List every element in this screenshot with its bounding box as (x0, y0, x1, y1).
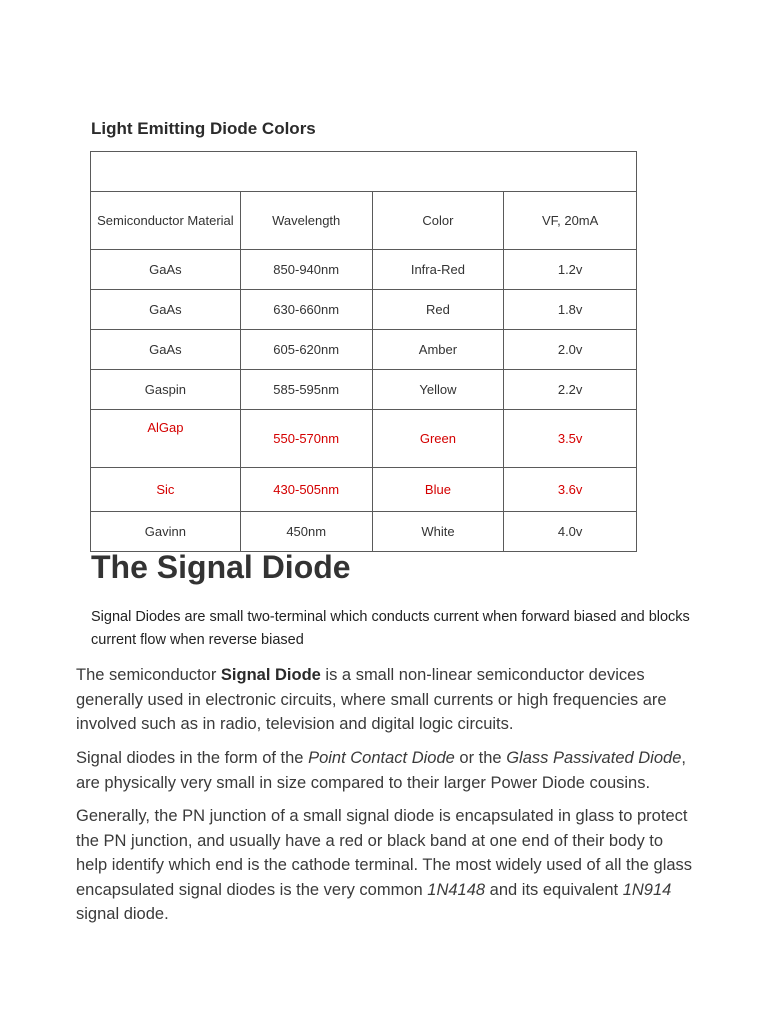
cell-wavelength: 430-505nm (240, 468, 372, 512)
paragraph-text: , are physically very small in size compared to their larger Power Diode cousins. (76, 749, 686, 792)
italic-term: Point Contact Diode (308, 749, 455, 767)
cell-wavelength: 450nm (240, 512, 372, 552)
paragraph-text: and its equivalent (485, 880, 623, 899)
paragraph-text: signal diode. (76, 905, 169, 923)
cell-wavelength: 550-570nm (240, 410, 372, 468)
cell-wavelength: 605-620nm (240, 330, 372, 370)
cell-wavelength: 630-660nm (240, 290, 372, 330)
table-empty-cell (91, 152, 637, 192)
table-row (91, 250, 637, 290)
cell-vf: 3.6v (504, 468, 637, 512)
header-cell-color: Color (372, 192, 504, 250)
table-row (91, 410, 637, 468)
table-row (91, 330, 637, 370)
cell-vf: 3.5v (504, 410, 637, 468)
cell-color: Red (372, 290, 504, 330)
paragraph-text: The semiconductor (76, 666, 221, 684)
cell-color: Blue (372, 468, 504, 512)
cell-wavelength: 850-940nm (240, 250, 372, 290)
cell-color: Green (372, 410, 504, 468)
table-empty-header-row (91, 152, 637, 192)
cell-wavelength: 585-595nm (240, 370, 372, 410)
cell-material: Gavinn (91, 512, 241, 552)
paragraph (76, 804, 696, 927)
cell-vf: 1.8v (504, 290, 637, 330)
table-row (91, 370, 637, 410)
cell-vf: 1.2v (504, 250, 637, 290)
cell-material: AlGap (91, 410, 241, 468)
table-row (91, 290, 637, 330)
paragraph-text: Signal diodes in the form of the (76, 749, 309, 767)
italic-term: 1N4148 (427, 880, 486, 899)
header-cell-wavelength: Wavelength (240, 192, 372, 250)
paragraph (76, 746, 696, 795)
header-cell-vf: VF, 20mA (504, 192, 637, 250)
cell-vf: 2.0v (504, 330, 637, 370)
table-header-row (91, 192, 637, 250)
led-colors-table (90, 151, 637, 552)
paragraph-text: is a small non-linear semiconductor devices generally used in electronic circuits, where small currents or high frequencies are involved such as in radio, television and digital logic circuits. (76, 666, 667, 733)
cell-color: Yellow (372, 370, 504, 410)
section-subtitle: Signal Diodes are small two-terminal which conducts current when forward biased and blocks current flow when reverse biased (91, 609, 690, 648)
cell-material: GaAs (91, 330, 241, 370)
cell-material: Sic (91, 468, 241, 512)
cell-vf: 4.0v (504, 512, 637, 552)
header-cell-material: Semiconductor Material (91, 192, 241, 250)
cell-vf: 2.2v (504, 370, 637, 410)
paragraph-text: or the (454, 749, 507, 767)
cell-material: GaAs (91, 290, 241, 330)
paragraph-text: Generally, the PN junction of a small signal diode is encapsulated in glass to protect the PN junction, and usually have a red or black band at one end of their body to help identify which end is the cathode terminal. The most widely used of all the glass encapsulated signal diodes is the very common (76, 807, 693, 899)
paragraph (76, 663, 696, 737)
cell-material: GaAs (91, 250, 241, 290)
cell-color: White (372, 512, 504, 552)
bold-term: Signal Diode (220, 666, 321, 684)
table-row (91, 468, 637, 512)
italic-term: 1N914 (622, 880, 672, 899)
cell-material: Gaspin (91, 370, 241, 410)
table-title: Light Emitting Diode Colors (91, 119, 316, 138)
section-heading: The Signal Diode (91, 549, 351, 585)
cell-color: Amber (372, 330, 504, 370)
italic-term: Glass Passivated Diode (506, 749, 682, 767)
cell-color: Infra-Red (372, 250, 504, 290)
